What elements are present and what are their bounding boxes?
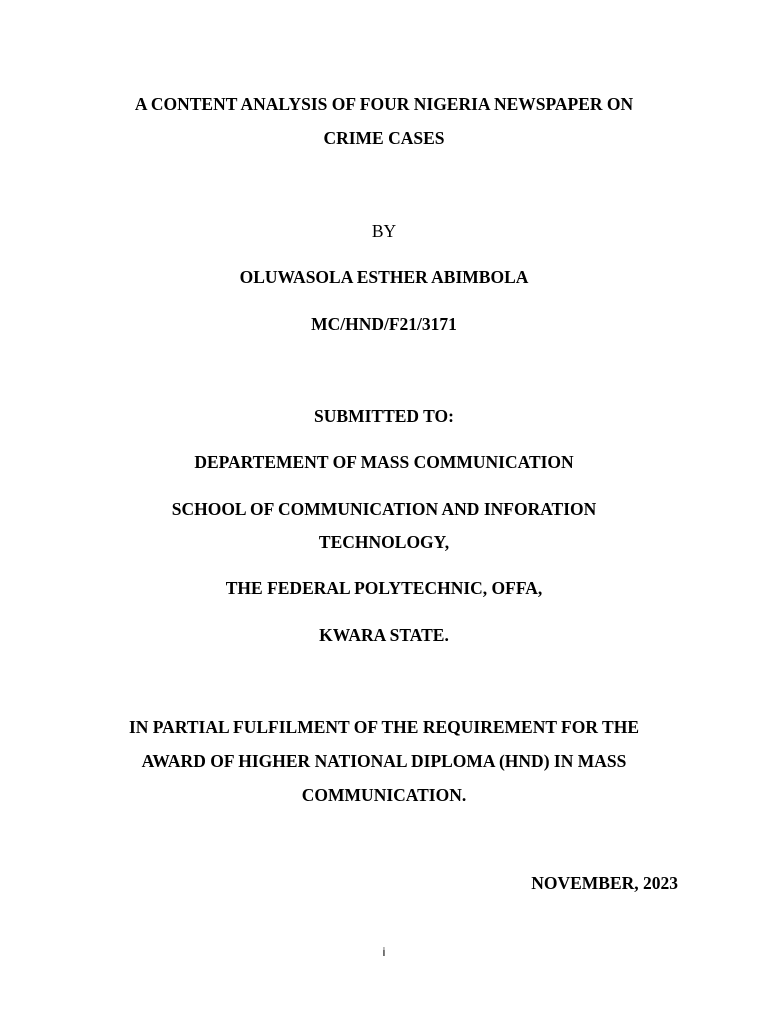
submitted-to-heading: SUBMITTED TO: [314,406,454,426]
purpose-line-3: COMMUNICATION. [301,785,467,805]
department-name: DEPARTEMENT OF MASS COMMUNICATION [194,452,574,472]
title-line-1: A CONTENT ANALYSIS OF FOUR NIGERIA NEWSPAPER ON [134,94,634,114]
institution-name: THE FEDERAL POLYTECHNIC, OFFA, [225,578,543,598]
matric-number: MC/HND/F21/3171 [311,314,457,334]
state-name: KWARA STATE. [319,625,449,645]
by-label: BY [371,221,397,241]
school-line-1: SCHOOL OF COMMUNICATION AND INFORATION [171,499,597,519]
purpose-line-2: AWARD OF HIGHER NATIONAL DIPLOMA (HND) IN MASS [141,751,627,771]
submission-date: NOVEMBER, 2023 [531,873,678,893]
title-line-2: CRIME CASES [323,128,445,148]
purpose-line-1: IN PARTIAL FULFILMENT OF THE REQUIREMENT FOR THE [128,717,640,737]
page-number: i [382,945,386,959]
school-line-2: TECHNOLOGY, [318,532,450,552]
author-name: OLUWASOLA ESTHER ABIMBOLA [239,267,529,287]
